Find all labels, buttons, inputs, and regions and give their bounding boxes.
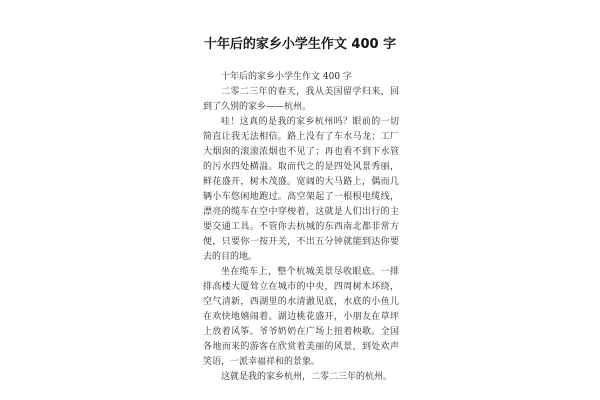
document-subtitle: 十年后的家乡小学生作文 400 字 bbox=[221, 72, 352, 82]
document-body bbox=[203, 70, 399, 385]
document-title: 十年后的家乡小学生作文 400 字 bbox=[203, 37, 397, 52]
paragraph-4: 这就是我的家乡杭州，二零二三年的杭州。 bbox=[221, 372, 393, 382]
paragraph-1: 二零二三年的春天，我从美国留学归来，回到了久别的家乡——杭州。 bbox=[203, 87, 399, 112]
paragraph-3: 坐在缆车上，整个杭城美景尽收眼底。一排排高楼大厦耸立在城市的中央，四周树木环绕，空气清新，西湖里的水清澈见底，水底的小鱼儿在欢快地嬉闹着。湖边桃花盛开，小朋友在草坪上放着风筝。爷爷奶奶在广场上扭着秧歌。全国各地而来的游客在欣赏着美丽的风景，到处欢声笑语，一派幸福祥和的景象。 bbox=[203, 267, 399, 367]
paragraph-2: 哇！这真的是我的家乡杭州吗？眼前的一切简直让我无法相信。路上没有了车水马龙；工厂大烟囱的滚滚浓烟也不见了；再也看不到下水管的污水四处横溢。取而代之的是四处风景秀丽，鲜花盛开，树木茂盛。宽阔的大马路上，偶而几辆小车悠闲地跑过。高空架起了一根根电缆线，漂亮的缆车在空中穿梭着，这就是人们出行的主要交通工具。不管你去杭城的东西南北都非常方便，只要你一按开关，不出五分钟就能到达你要去的目的地。 bbox=[203, 117, 399, 262]
